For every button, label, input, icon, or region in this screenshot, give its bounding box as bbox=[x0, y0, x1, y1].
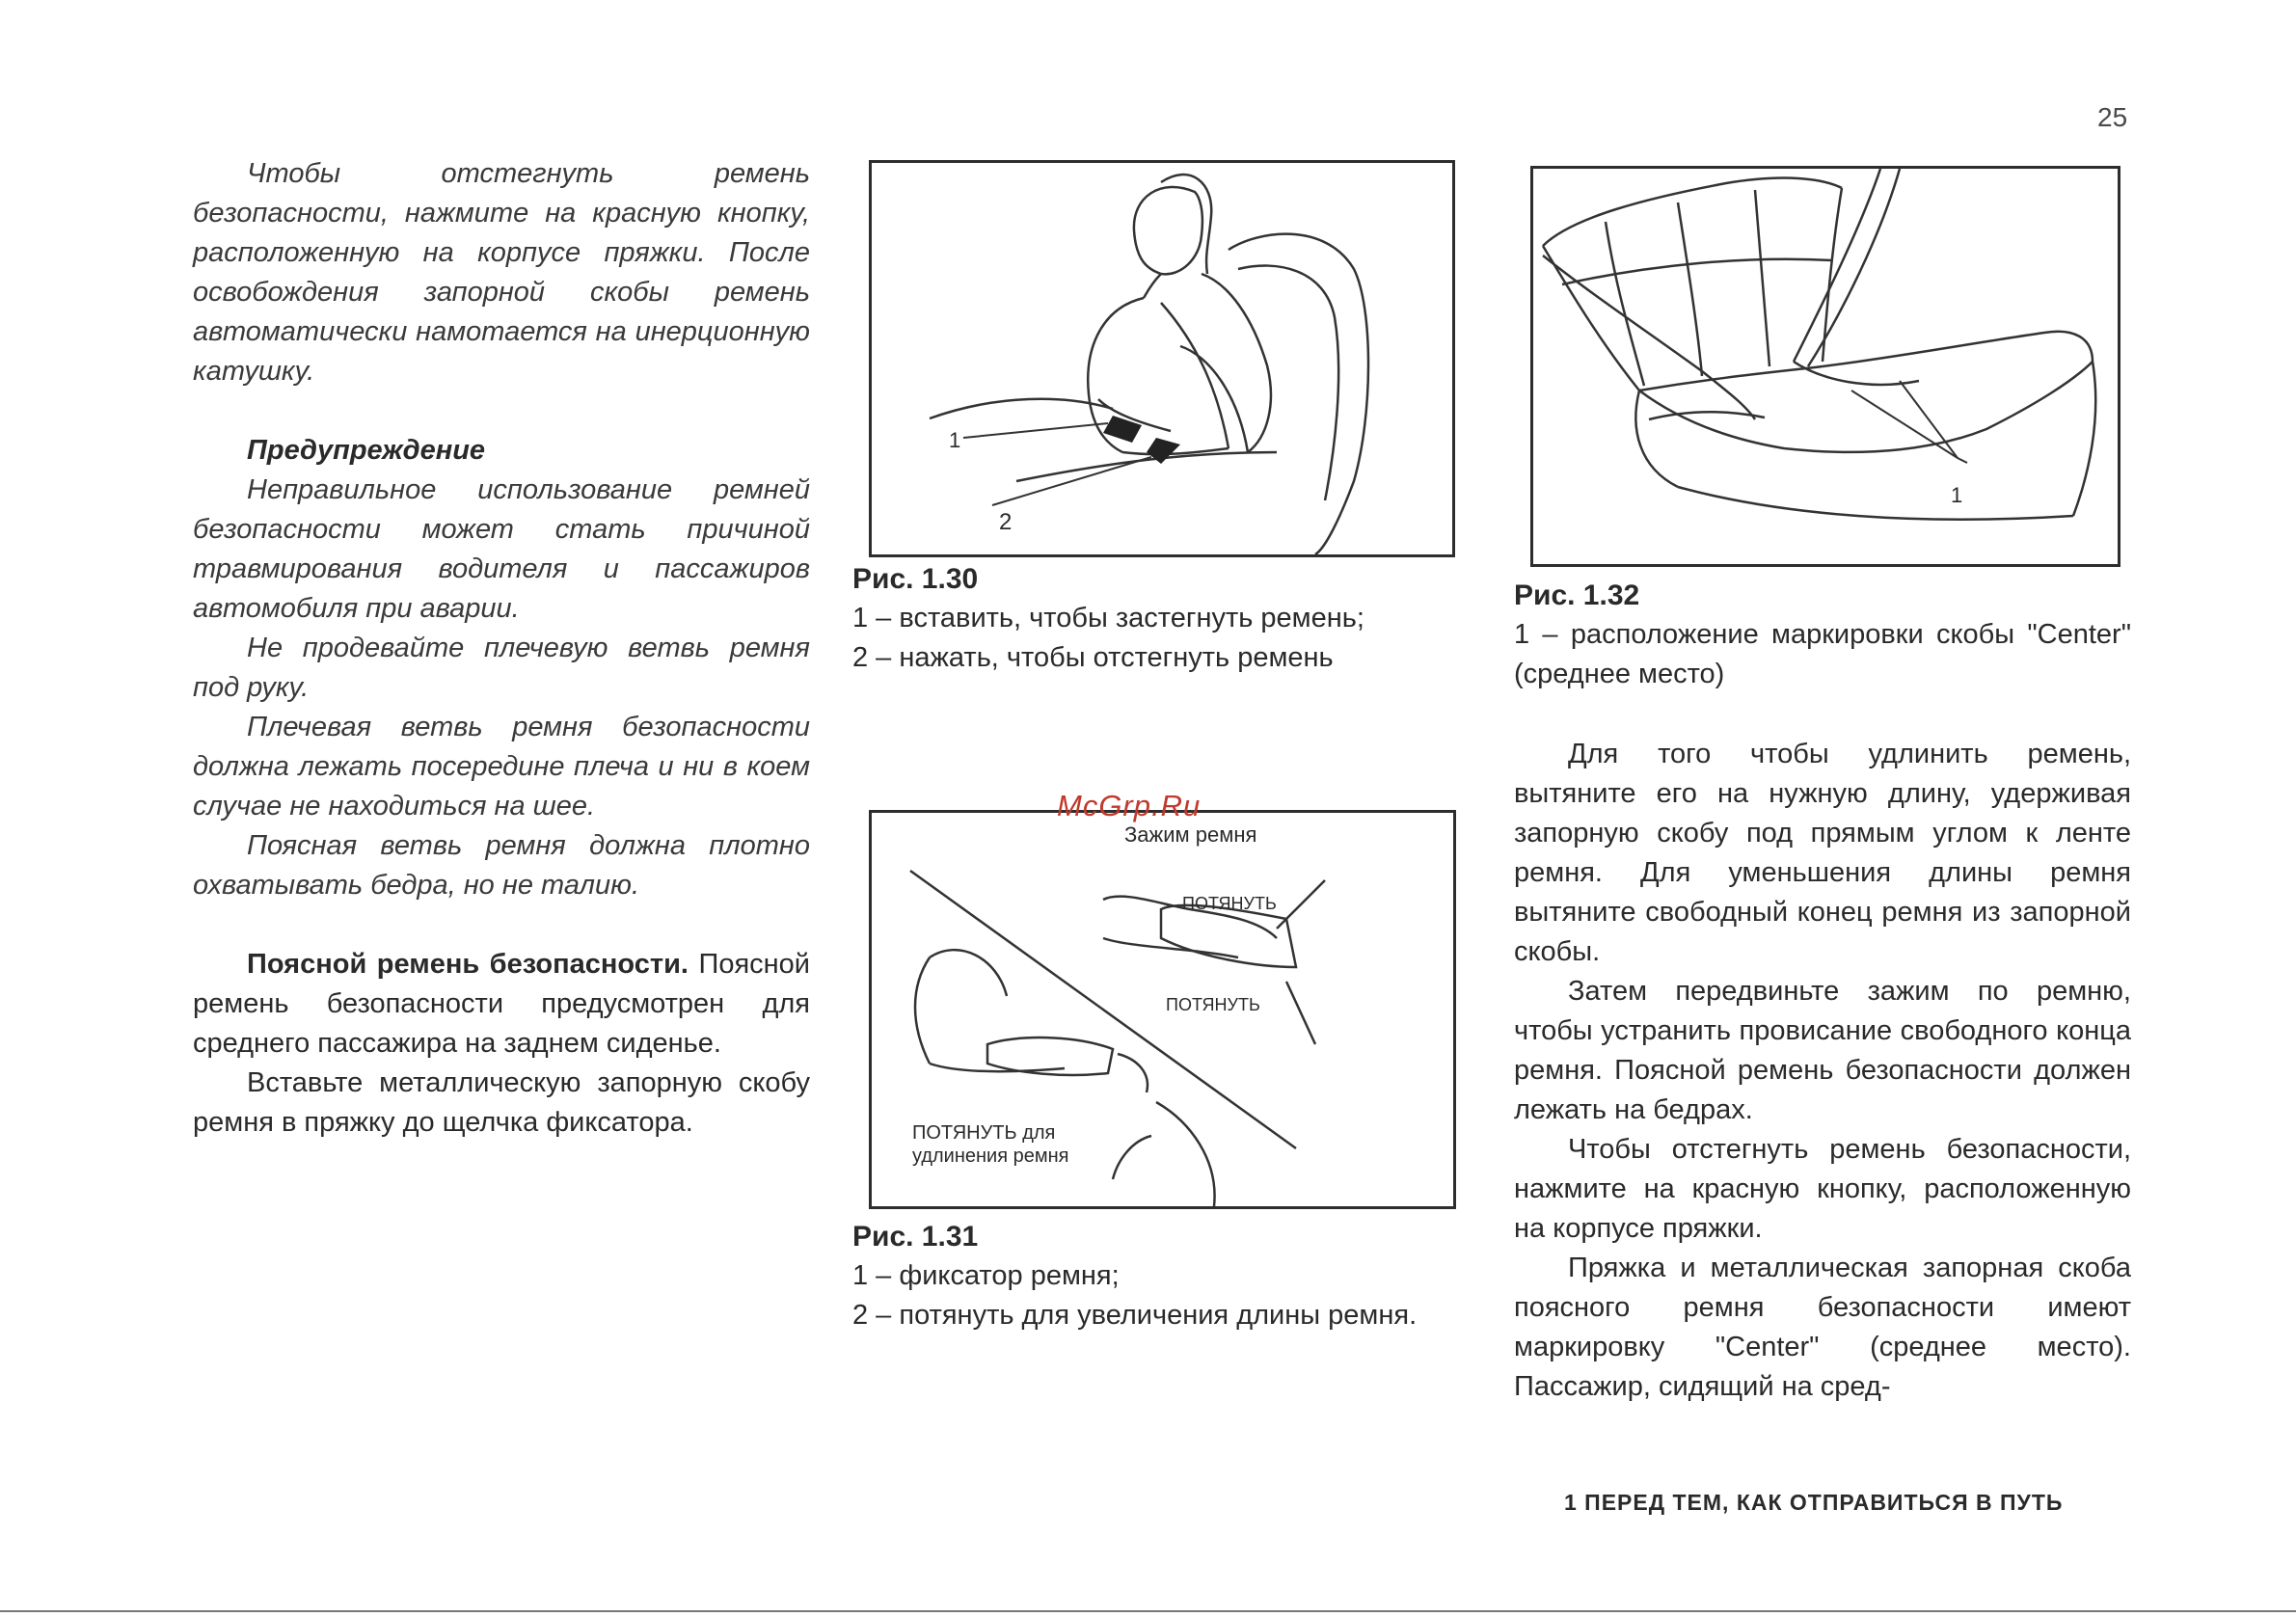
extend-label-line-1: ПОТЯНУТЬ для bbox=[912, 1122, 1056, 1144]
figure-1-31-title: Рис. 1.31 bbox=[852, 1221, 979, 1253]
watermark: McGrp.Ru bbox=[1057, 789, 1202, 822]
pull-label-1: ПОТЯНУТЬ bbox=[1182, 894, 1277, 913]
figure-1-30-label-2: 2 bbox=[999, 509, 1013, 535]
figure-1-30-label-1: 1 bbox=[949, 428, 961, 452]
footer-chapter-title: 1 ПЕРЕД ТЕМ, КАК ОТПРАВИТЬСЯ В ПУТЬ bbox=[1564, 1490, 2064, 1515]
warning-paragraph: Неправильное использование ремней безопасности может стать причиной травмирования водителя и пассажиров автомобиля при аварии. bbox=[193, 474, 810, 624]
left-column bbox=[193, 154, 810, 1143]
figure-1-30-caption bbox=[852, 559, 1466, 678]
right-paragraph: Затем передвиньте зажим по ремню, чтобы устранить провисание свободного конца ремня. Поясной ремень безопасности должен лежать на бедрах. bbox=[1514, 976, 2131, 1125]
figure-1-32-illustration bbox=[1530, 166, 2120, 567]
right-paragraph: Пряжка и металлическая запорная скоба поясного ремня безопасности имеют маркировку "Center" (среднее место). Пассажир, сидящий на сред- bbox=[1514, 1253, 2131, 1402]
warning-paragraph: Не продевайте плечевую ветвь ремня под руку. bbox=[193, 633, 810, 703]
right-column bbox=[1514, 735, 2131, 1407]
right-paragraph: Для того чтобы удлинить ремень, вытяните его на нужную длину, удерживая запорную скобу под прямым углом к ленте ремня. Для уменьшения длины ремня вытяните свободный конец ремня из запорной скобы. bbox=[1514, 739, 2131, 967]
pull-label-2: ПОТЯНУТЬ bbox=[1166, 995, 1260, 1014]
page-number: 25 bbox=[2097, 102, 2128, 132]
extend-label-line-2: удлинения ремня bbox=[912, 1145, 1069, 1167]
figure-1-31-item-1: 1 – фиксатор ремня; bbox=[852, 1260, 1120, 1291]
right-paragraph: Чтобы отстегнуть ремень безопасности, нажмите на красную кнопку, расположенную на корпусе пряжки. bbox=[1514, 1134, 2131, 1244]
clamp-label: Зажим ремня bbox=[1124, 822, 1257, 847]
figure-1-30-title: Рис. 1.30 bbox=[852, 563, 979, 595]
bottom-divider bbox=[0, 1610, 2296, 1612]
lap-belt-heading: Поясной ремень безопасности. bbox=[247, 949, 689, 980]
figure-1-31-caption bbox=[852, 1217, 1466, 1335]
seat-belt-buckle-drawing bbox=[872, 163, 1452, 554]
warning-paragraph: Плечевая ветвь ремня безопасности должна лежать посередине плеча и ни в коем случае не находиться на шее. bbox=[193, 712, 810, 822]
warning-paragraph: Поясная ветвь ремня должна плотно охватывать бедра, но не талию. bbox=[193, 830, 810, 901]
figure-1-30-item-2: 2 – нажать, чтобы отстегнуть ремень bbox=[852, 642, 1334, 673]
figure-1-32-item-1: 1 – расположение маркировки скобы "Center" (среднее место) bbox=[1514, 619, 2131, 689]
figure-1-32-label-1: 1 bbox=[1951, 483, 1963, 507]
figure-1-31-illustration bbox=[869, 810, 1456, 1209]
lap-belt-paragraph-2: Вставьте металлическую запорную скобу ремня в пряжку до щелчка фиксатора. bbox=[193, 1067, 810, 1138]
figure-1-30-illustration bbox=[869, 160, 1455, 557]
figure-1-32-title: Рис. 1.32 bbox=[1514, 579, 1640, 611]
lap-belt-text: Поясной ремень безопасности предусмотрен для среднего пассажира на заднем сиденье. bbox=[193, 949, 810, 1059]
figure-1-31-item-2: 2 – потянуть для увеличения длины ремня. bbox=[852, 1300, 1418, 1331]
figure-1-32-caption bbox=[1514, 576, 2131, 694]
intro-paragraph: Чтобы отстегнуть ремень безопасности, нажмите на красную кнопку, расположенную на корпусе пряжки. После освобождения запорной скобы ремень автоматически намотается на инерционную катушку. bbox=[193, 158, 810, 387]
belt-adjust-drawing bbox=[872, 813, 1453, 1206]
figure-1-30-item-1: 1 – вставить, чтобы застегнуть ремень; bbox=[852, 603, 1364, 633]
rear-seat-drawing bbox=[1533, 169, 2118, 564]
lap-belt-paragraph bbox=[193, 945, 810, 1064]
warning-heading: Предупреждение bbox=[247, 435, 486, 466]
